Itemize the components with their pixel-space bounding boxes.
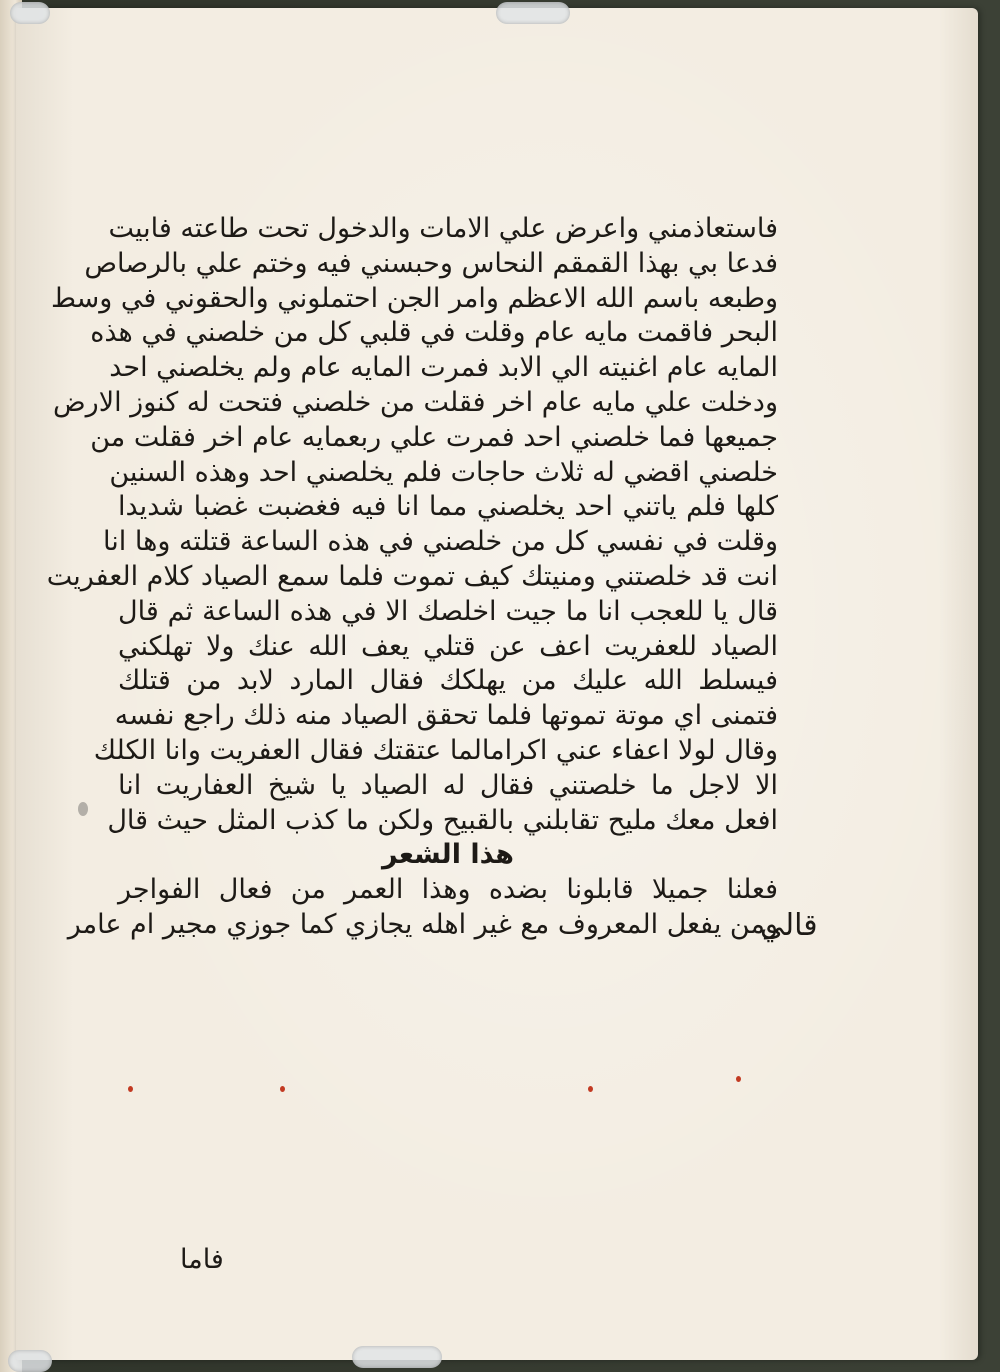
text-line-14: فيسلط الله عليك من يهلكك فقال المارد لابد من قتلك [118,665,778,697]
text-line-15: فتمنى اي موتة تموتها فلما تحقق الصياد منه ذلك راجع نفسه [114,700,778,732]
bottom-left-clip [8,1350,52,1372]
verse-heading: هذا الشعر [382,839,514,871]
text-line-8: خلصني اقضي له ثلاث حاجات فلم يخلصني احد وهذه السنين [109,456,778,488]
text-line-4: البحر فاقمت مايه عام وقلت في قلبي كل من خلصني في هذه [90,317,778,349]
top-left-clip [10,2,50,24]
top-middle-clip [496,2,570,24]
red-verse-marker-2 [280,1086,285,1092]
catchword: فاما [180,1244,224,1275]
red-verse-marker-3 [588,1086,593,1092]
red-verse-marker-4 [736,1076,741,1082]
ink-blot [78,802,88,816]
red-verse-marker-1 [128,1086,133,1092]
text-line-11: انت قد خلصتني ومنيتك كيف تموت فلما سمع الصياد كلام العفريت [46,560,778,592]
text-line-18: افعل معك مليح تقابلني بالقبيح ولكن ما كذب المثل حيث قال [107,804,778,836]
text-line-2: فدعا بي بهذا القمقم النحاس وحبسني فيه وختم علي بالرصاص [84,247,778,279]
text-line-3: وطبعه باسم الله الاعظم وامر الجن احتملوني والحقوني في وسط [50,282,778,314]
text-line-7: جميعها فما خلصني احد فمرت علي ربعمايه عام اخر فقلت من [90,421,778,453]
text-line-6: ودخلت علي مايه عام اخر فقلت من خلصني فتحت له كنوز الارض [53,386,778,418]
manuscript-text [46,212,778,943]
text-line-17: الا لاجل ما خلصتني فقال له الصياد يا شيخ العفاريت انا [118,769,778,801]
text-line-5: المايه عام اغنيته الي الابد فمرت المايه عام ولم يخلصني احد [109,352,778,384]
text-line-12: قال يا للعجب انا ما جيت اخلصك الا في هذه الساعة ثم قال [118,595,778,627]
text-line-16: وقال لولا اعفاء عني اكرامالما عتقتك فقال العفريت وانا الكلك [93,734,778,766]
verse-line-1: فعلنا جميلا قابلونا بضده وهذا العمر من فعال الفواجر [118,874,778,906]
text-line-13: الصياد للعفريت اعف عن قتلي يعف الله عنك ولا تهلكني [118,630,778,662]
marginal-note: قالي [760,908,818,943]
text-line-10: وقلت في نفسي كل من خلصني في هذه الساعة قتلته وها انا [103,526,778,558]
bottom-middle-clip [352,1346,442,1368]
verse-line-2: ومن يفعل المعروف مع غير اهله يجازي كما جوزي مجير ام عامر [67,908,778,940]
text-line-1: فاستعاذمني واعرض علي الامات والدخول تحت طاعته فابيت [108,213,778,244]
text-line-9: كلها فلم ياتني احد يخلصني مما انا فيه فغضبت غضبا شديدا [118,491,778,523]
